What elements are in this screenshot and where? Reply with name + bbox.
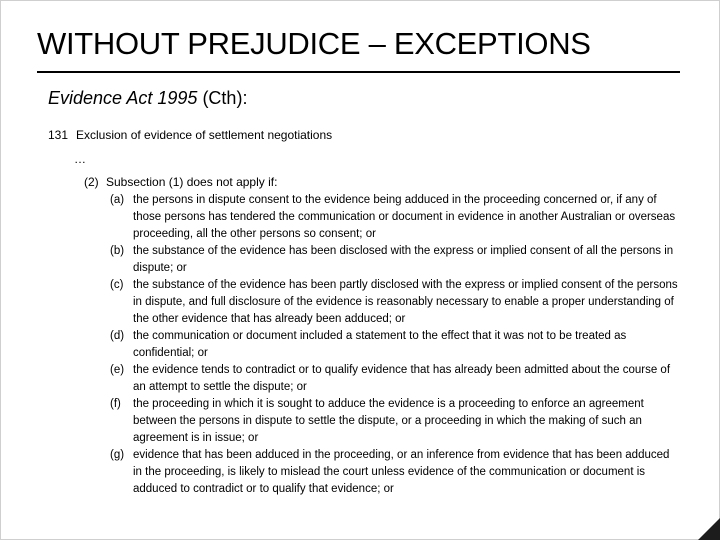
act-heading xyxy=(48,88,247,109)
paragraph-label: (d) xyxy=(110,330,125,342)
omission-ellipsis: … xyxy=(74,152,86,166)
paragraph-b xyxy=(110,243,680,277)
paragraph-g xyxy=(110,447,680,498)
paragraph-label: (e) xyxy=(110,364,125,376)
paragraph-text: the persons in dispute consent to the evidence being adduced in the proceeding concerned or, if any of those persons has tendered the communication or document in evidence in another Australian or overseas proceeding, all the other persons so consent; or xyxy=(133,194,676,240)
paragraph-d xyxy=(110,328,680,362)
subsection-text: Subsection (1) does not apply if: xyxy=(106,175,278,189)
section-title: Exclusion of evidence of settlement negotiations xyxy=(76,128,333,142)
paragraph-label: (b) xyxy=(110,245,125,257)
paragraph-text: the substance of the evidence has been disclosed with the express or implied consent of all the persons in dispute; or xyxy=(133,245,674,274)
subsection-number: (2) xyxy=(84,175,99,189)
section-heading xyxy=(48,128,332,142)
paragraph-text: the proceeding in which it is sought to adduce the evidence is a proceeding to enforce an agreement between the persons in dispute to settle the dispute, or a proceeding in which the making of such an agreement is in issue; or xyxy=(133,398,644,444)
slide-title: WITHOUT PREJUDICE – EXCEPTIONS xyxy=(37,26,591,61)
paragraph-f xyxy=(110,396,680,447)
paragraph-text: evidence that has been adduced in the proceeding, or an inference from evidence that has been adduced in the proceeding, is likely to mislead the court unless evidence of the communication or document is adduced to contradict or to qualify that evidence; or xyxy=(133,449,670,495)
paragraph-list xyxy=(110,192,680,498)
paragraph-c xyxy=(110,277,680,328)
paragraph-a xyxy=(110,192,680,243)
act-jurisdiction: (Cth): xyxy=(197,88,248,108)
section-number: 131 xyxy=(48,128,69,142)
paragraph-text: the evidence tends to contradict or to qualify evidence that has already been admitted about the course of an attempt to settle the dispute; or xyxy=(133,364,671,393)
paragraph-label: (g) xyxy=(110,449,125,461)
subsection-heading xyxy=(84,175,277,189)
slide-corner-decoration xyxy=(698,518,720,540)
paragraph-e xyxy=(110,362,680,396)
act-name: Evidence Act 1995 xyxy=(48,88,198,108)
paragraph-label: (a) xyxy=(110,194,125,206)
paragraph-label: (c) xyxy=(110,279,124,291)
paragraph-text: the communication or document included a statement to the effect that it was not to be treated as confidential; or xyxy=(133,330,627,359)
paragraph-text: the substance of the evidence has been partly disclosed with the express or implied consent of the persons in dispute, and full disclosure of the evidence is reasonably necessary to enable a proper understanding of the other evidence that has already been adduced; or xyxy=(133,279,678,325)
title-underline xyxy=(37,71,680,73)
paragraph-label: (f) xyxy=(110,398,121,410)
